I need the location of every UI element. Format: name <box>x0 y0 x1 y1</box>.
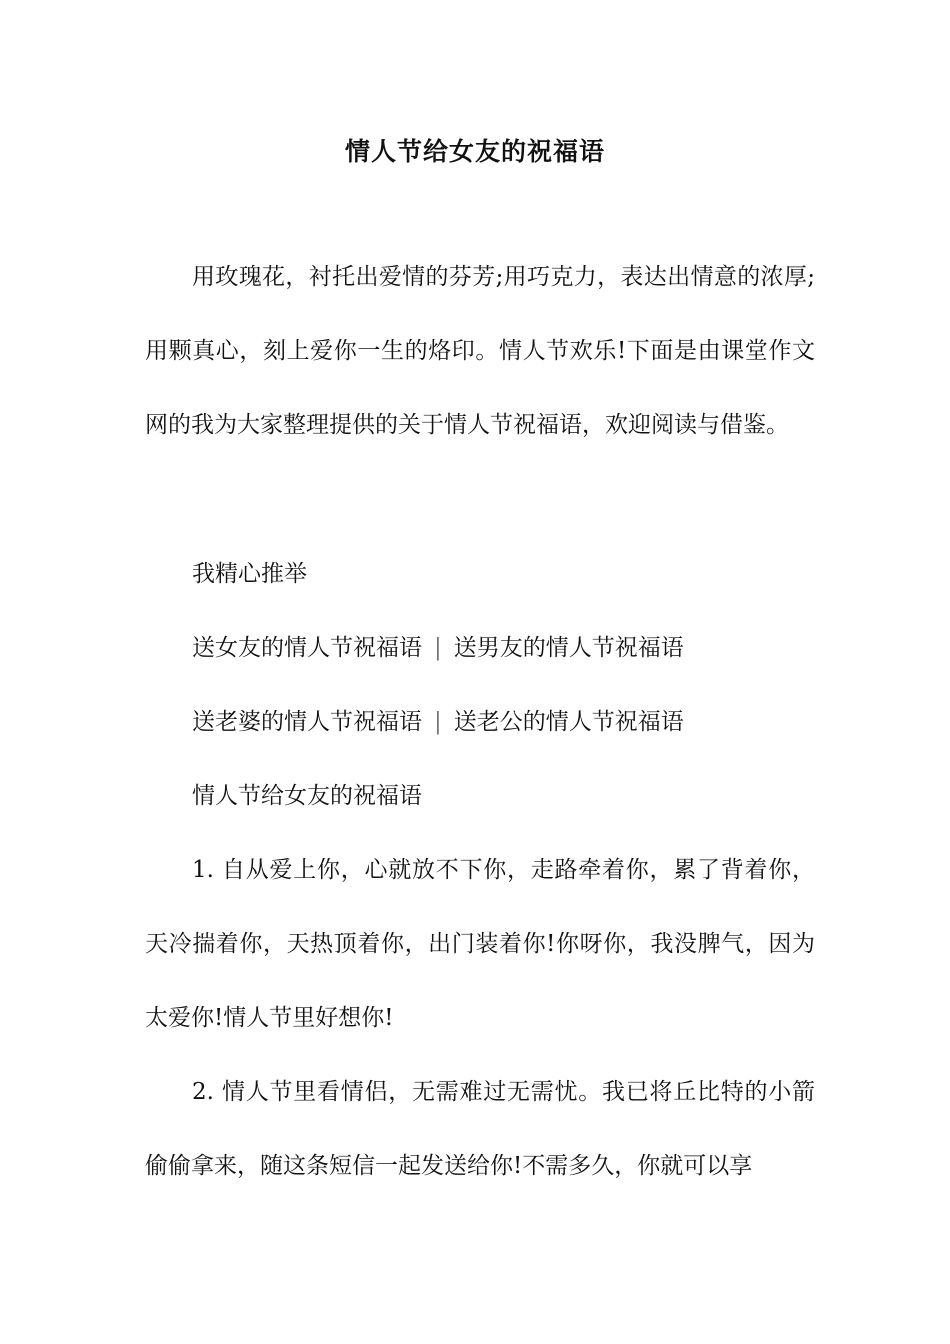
link-boyfriend-wishes[interactable]: 送男友的情人节祝福语 <box>453 635 684 661</box>
link-separator: | <box>434 709 442 735</box>
recommend-links-row-2 <box>145 685 815 759</box>
document-title: 情人节给女友的祝福语 <box>344 137 605 166</box>
link-girlfriend-wishes[interactable]: 送女友的情人节祝福语 <box>192 635 422 661</box>
link-husband-wishes[interactable]: 送老公的情人节祝福语 <box>453 709 684 735</box>
recommend-links-row-1 <box>145 611 815 685</box>
intro-paragraph: 用玫瑰花，衬托出爱情的芬芳;用巧克力，表达出情意的浓厚;用颗真心，刻上爱你一生的烙印。情人节欢乐!下面是由课堂作文网的我为大家整理提供的关于情人节祝福语，欢迎阅读与借鉴。 <box>145 264 815 438</box>
section-heading: 情人节给女友的祝福语 <box>192 783 422 809</box>
link-wife-wishes[interactable]: 送老婆的情人节祝福语 <box>192 709 422 735</box>
wish-item-1: 1. 自从爱上你，心就放不下你，走路牵着你，累了背着你，天冷揣着你，天热顶着你，出门装着你!你呀你，我没脾气，因为太爱你!情人节里好想你! <box>145 857 815 1031</box>
wish-item-2: 2. 情人节里看情侣，无需难过无需忧。我已将丘比特的小箭偷偷拿来，随这条短信一起发送给你!不需多久，你就可以享 <box>145 1079 815 1179</box>
recommend-heading: 我精心推举 <box>192 561 307 587</box>
link-separator: | <box>434 635 442 661</box>
